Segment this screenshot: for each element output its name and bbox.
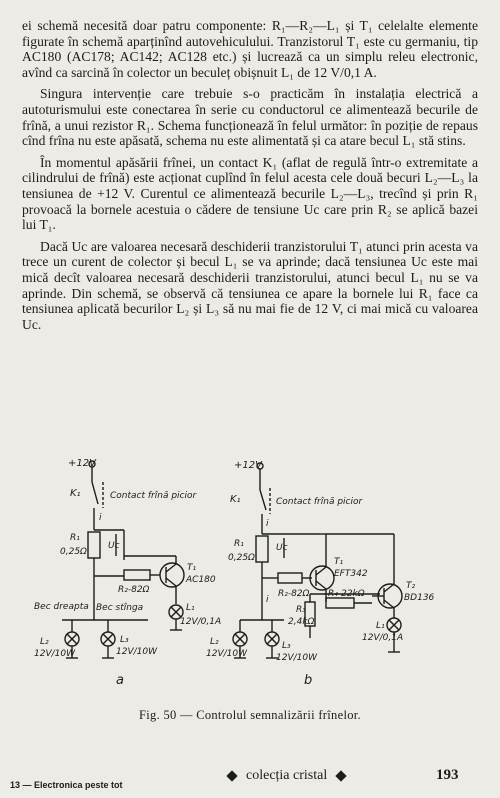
l1-label-a: L₁ [186,603,195,613]
t1-type-a: AC180 [186,575,216,585]
k1-label-b: K₁ [230,494,241,505]
contact-label-b: Contact frînă picior [276,497,363,507]
paragraph: Dacă Uc are valoarea necesară deschiderii tranzistorului T₁ atunci prin acesta va trece un curent de colector și becul L₁ se va aprinde; dacă tensiunea Uc este mai mică decît valoarea necesară deschiderii tranzistorului, atunci becul L₁ nu se va aprinde. Din schemă, se observă că tensiunea ce apare la bornele lui R₁ face ca tensiunea aplicată becurilor L₂ și L₃ să nu mai fie de 12 V, ci mai mică cu valoarea Uc. [22,238,478,332]
circuit-a-label: a [116,673,124,688]
paragraph: ei schemă necesită doar patru componente: R₁—R₂—L₁ și T₁ celelalte elemente figurate în schemă aparținînd autovehiculului. Tranzistorul T₁ este cu germaniu, tip AC180 (AC178; AC142; AC128 etc.) și lucrează ca un simplu releu electronic, avînd ca sarcină în colector un beculeț obișnuit L₁ de 12 V/0,1 A. [22,18,478,80]
uc-label-b: Uc [276,543,288,553]
l2-label-a: L₂ [40,637,49,647]
r3-value-b: 2,4kΩ [288,617,315,627]
contact-label-a: Contact frînă picior [110,491,197,501]
k1-label-a: K₁ [70,488,81,499]
page-number: 193 [436,767,459,783]
t1-label-b: T₁ [334,557,344,567]
footer-series [228,768,345,784]
r2-label-b: R₂-82Ω [278,589,310,599]
footer-book-title: 13 — Electronica peste tot [10,780,123,790]
r1-value-a: 0,25Ω [60,547,87,557]
l2-label-b: L₂ [210,637,219,647]
r3-label-b: R₃ [296,605,306,615]
supply-label-b: +12V [234,460,262,471]
bec-stinga-label: Bec stînga [96,603,144,613]
diamond-icon [336,770,347,781]
l2-value-a: 12V/10W [34,649,75,659]
supply-label-a: +12V [68,458,96,469]
bec-dreapta-label: Bec dreapta [34,602,89,612]
r1-label-b: R₁ [234,539,244,549]
circuit-b [206,460,435,688]
t2-type-b: BD136 [404,593,435,603]
circuit-b-label: b [304,673,313,688]
current-label-b: i [266,519,269,529]
paragraph: Singura intervenție care trebuie s-o practicăm în instalația electrică a autoturismului este conectarea în serie cu conductorul ce alimentează becurile de frînă, a unui rezistor R₁. Schema funcționează în felul următor: în poziție de repaus cînd frîna nu este apăsată, schema nu este alimentată și ca atare becul L₁ stă stins. [22,86,478,149]
body-text [22,18,478,332]
t1-label-a: T₁ [187,563,197,573]
circuit-a [34,458,221,688]
circuit-figure [20,452,480,702]
l3-label-a: L₃ [120,635,129,645]
paragraph: În momentul apăsării frînei, un contact K₁ (aflat de regulă într-o extremitate a cilindrului de frînă) este acționat cuplînd în felul acesta cele două becuri L₂—L₃ la tensiunea de +12 V. Curentul ce alimentează becurile L₂—L₃, trecînd și prin R₁ provoacă la bornele acestuia o cădere de tensiune Uc care prin R₂ se aplică bazei lui T₁. [22,154,478,233]
t2-label-b: T₂ [406,581,416,591]
r2-label-a: R₂-82Ω [118,585,150,595]
series-name: colecția cristal [246,768,328,783]
l2-value-b: 12V/10W [206,649,247,659]
r1-value-b: 0,25Ω [228,553,255,563]
l3-value-b: 12V/10W [276,653,317,663]
l3-label-b: L₃ [282,641,291,651]
l1-value-a: 12V/0,1A [180,617,222,627]
r4-label-b: R₄-22kΩ [328,589,365,599]
l1-value-b: 12V/0,1A [362,633,404,643]
l1-label-b: L₁ [376,621,385,631]
diamond-icon [226,770,237,781]
current-label-a: i [99,513,102,523]
t1-type-b: EFT342 [334,569,368,579]
r1-label-a: R₁ [70,533,80,543]
current-label-b2: i [266,595,269,605]
figure-caption: Fig. 50 — Controlul semnalizării frînelor. [139,708,361,722]
l3-value-a: 12V/10W [116,647,157,657]
uc-label-a: Uc [108,541,120,551]
